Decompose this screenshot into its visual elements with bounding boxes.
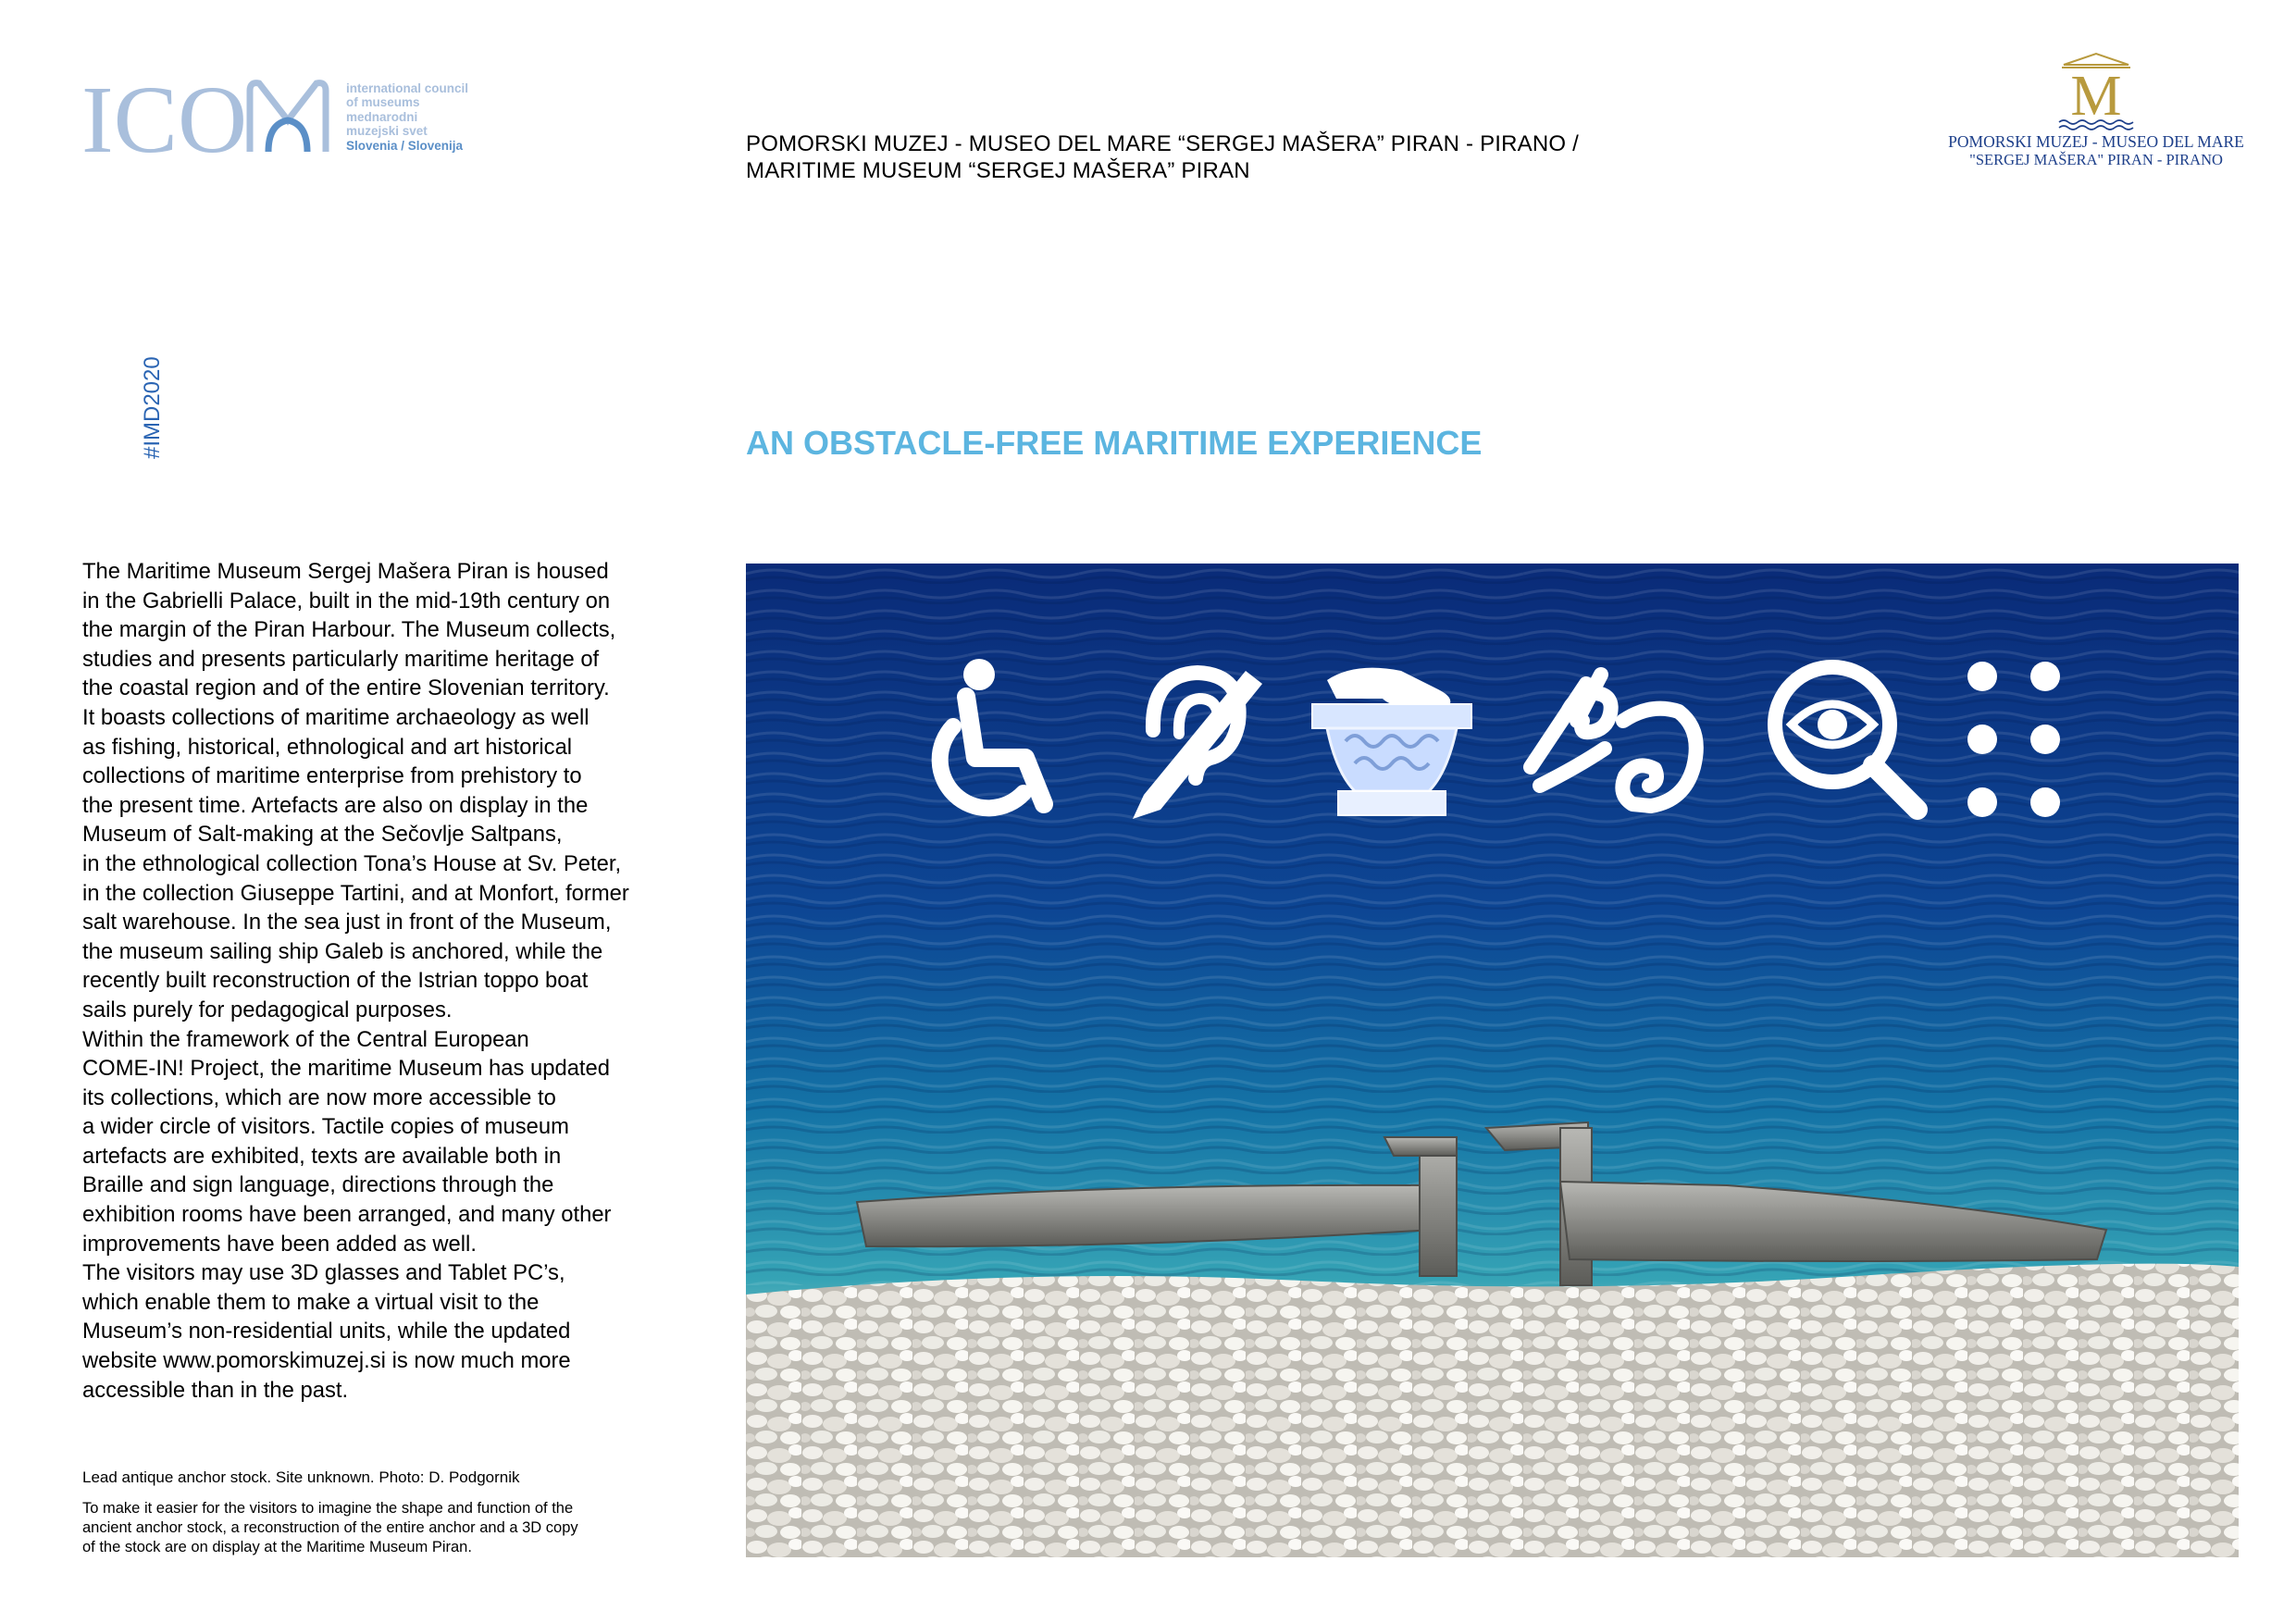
body-line: recently built reconstruction of the Istrian toppo boat	[82, 968, 589, 994]
wheelchair-icon	[905, 656, 1072, 823]
museum-name-line-1: POMORSKI MUZEJ - MUSEO DEL MARE	[1948, 132, 2244, 151]
icom-line: mednarodni	[346, 109, 418, 124]
museum-emblem-letter: M	[2070, 65, 2122, 128]
body-line: COME-IN! Project, the maritime Museum has updated	[82, 1056, 611, 1082]
icom-logo	[81, 76, 489, 159]
body-line: exhibition rooms have been arranged, and many other	[82, 1202, 612, 1228]
body-line: It boasts collections of maritime archaeology as well	[82, 704, 590, 730]
body-line: The visitors may use 3D glasses and Tablet PC’s,	[82, 1260, 565, 1286]
body-line: The Maritime Museum Sergej Mašera Piran is housed	[82, 559, 609, 584]
photo-note-line: of the stock are on display at the Maritime Museum Piran.	[82, 1539, 472, 1555]
anchor-stock-photo	[746, 564, 2239, 1557]
body-line: which enable them to make a virtual visit to the	[82, 1289, 540, 1315]
body-line: improvements have been added as well.	[82, 1231, 477, 1257]
hashtag	[139, 348, 170, 459]
body-line: as fishing, historical, ethnological and art historical	[82, 734, 573, 760]
photo-note	[82, 1499, 578, 1557]
museum-emblem-icon	[2045, 52, 2147, 133]
museum-name-line-2: "SERGEJ MAŠERA" PIRAN - PIRANO	[1969, 151, 2223, 168]
svg-text:ICO: ICO	[81, 76, 248, 159]
body-line: the present time. Artefacts are also on display in the	[82, 792, 589, 818]
body-line: salt warehouse. In the sea just in front of the Museum,	[82, 910, 612, 935]
sign-language-icon	[1521, 656, 1706, 823]
icom-letters-graphic	[81, 76, 248, 159]
icom-line: muzejski svet	[346, 124, 428, 139]
body-line: accessible than in the past.	[82, 1377, 349, 1403]
body-line: artefacts are exhibited, texts are available both in	[82, 1143, 562, 1169]
icom-line: international council	[346, 81, 469, 95]
body-line: Museum’s non-residential units, while the updated	[82, 1319, 571, 1344]
body-line: the coastal region and of the entire Slovenian territory.	[82, 675, 610, 701]
body-line: Within the framework of the Central European	[82, 1026, 529, 1052]
magnifier-eye-icon	[1764, 656, 1930, 823]
body-line: sails purely for pedagogical purposes.	[82, 997, 453, 1022]
body-line: the margin of the Piran Harbour. The Museum collects,	[82, 617, 616, 643]
icom-m-symbol	[246, 78, 329, 157]
body-line: Braille and sign language, directions through the	[82, 1172, 554, 1198]
body-text	[82, 557, 675, 1405]
hashtag-text: #IMD2020	[140, 356, 165, 459]
body-line: a wider circle of visitors. Tactile copies of museum	[82, 1114, 569, 1140]
body-line: website www.pomorskimuzej.si is now much more	[82, 1348, 571, 1374]
icom-text-block	[346, 81, 468, 153]
icom-country: Slovenia / Slovenija	[346, 138, 464, 153]
body-line: collections of maritime enterprise from prehistory to	[82, 763, 582, 789]
braille-icon	[1958, 656, 2069, 823]
photo-note-line: To make it easier for the visitors to imagine the shape and function of the	[82, 1500, 574, 1517]
museum-logo	[1943, 52, 2249, 181]
body-line: in the collection Giuseppe Tartini, and at Monfort, former	[82, 880, 629, 906]
body-line: in the Gabrielli Palace, built in the mid-19th century on	[82, 588, 611, 613]
header-line-1: POMORSKI MUZEJ - MUSEO DEL MARE “SERGEJ MAŠERA” PIRAN - PIRANO /	[746, 131, 1580, 156]
body-line: in the ethnological collection Tona’s House at Sv. Peter,	[82, 850, 622, 876]
body-line: Museum of Salt-making at the Sečovlje Saltpans,	[82, 822, 563, 848]
body-line: its collections, which are now more accessible to	[82, 1084, 556, 1110]
icom-line: of museums	[346, 95, 420, 110]
photo-note-line: ancient anchor stock, a reconstruction of the entire anchor and a 3D copy	[82, 1519, 578, 1536]
header-line-2: MARITIME MUSEUM “SERGEJ MAŠERA” PIRAN	[746, 158, 1250, 183]
tactile-hand-capital-icon	[1299, 652, 1484, 828]
photo-caption: Lead antique anchor stock. Site unknown. Photo: D. Podgornik	[82, 1468, 520, 1486]
body-line: studies and presents particularly maritime heritage of	[82, 646, 600, 672]
hearing-impaired-icon	[1107, 656, 1273, 823]
page-title: AN OBSTACLE-FREE MARITIME EXPERIENCE	[746, 424, 1483, 462]
body-line: the museum sailing ship Galeb is anchored, while the	[82, 938, 603, 964]
